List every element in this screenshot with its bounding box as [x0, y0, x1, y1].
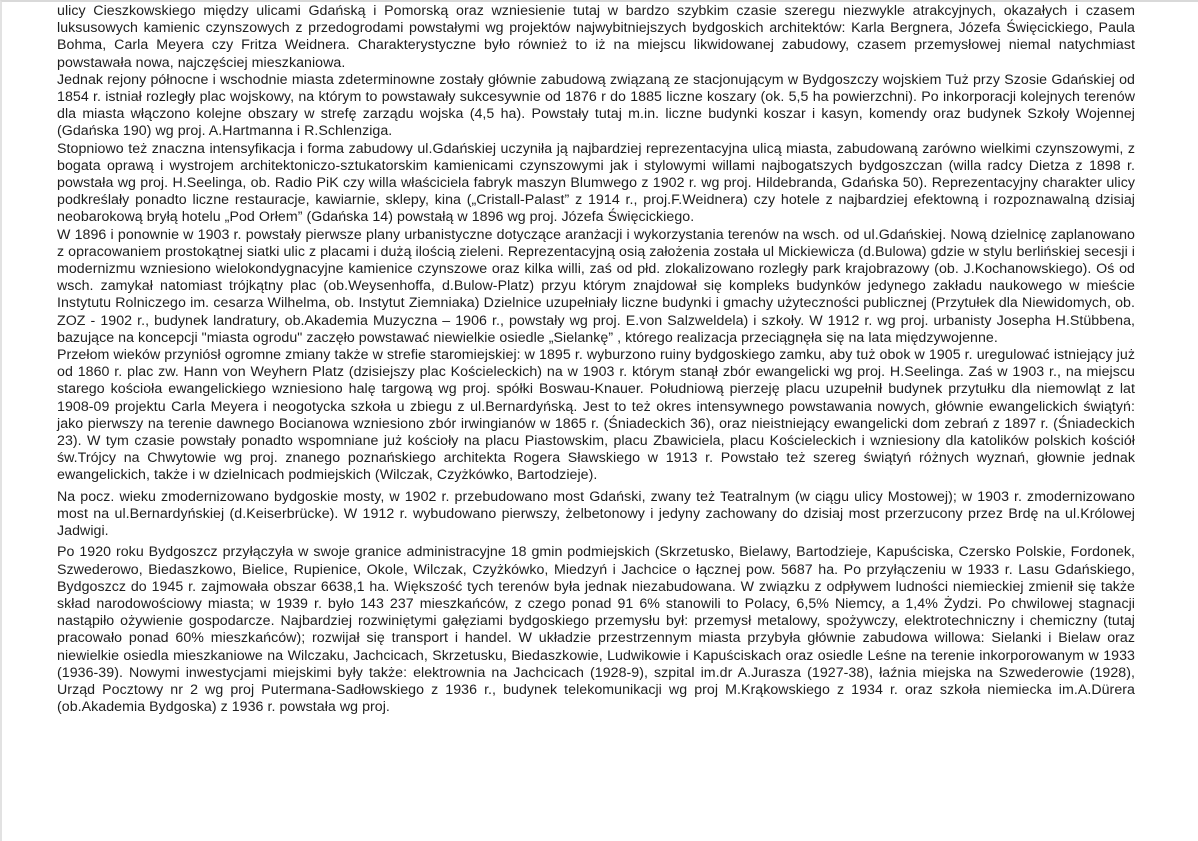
paragraph-old-town-changes: Przełom wieków przyniósł ogromne zmiany także w strefie staromiejskiej: w 1895 r. wyburzono ruiny bydgoskiego zamku, aby tuż obok w 1905 r. uregulować istniejący już od 1860 r. plac zw. Hann von Weyhern Platz (dzisiejszy plac Kościeleckich) na w 1903 r. którym stanął zbór ewangelicki wg proj. H.Seelinga. Zaś w 1903 r., na miejscu starego kościoła ewangelickiego wzniesiono halę targową wg proj. spółki Boswau-Knauer. Południową pierzeję placu uzupełnił budynek przytułku dla niemowląt z lat 1908-09 projektu Carla Meyera i neogotycka szkoła u zbiegu z ul.Bernardyńską. Jest to też okres intensywnego powstawania nowych, głównie ewangelickich świątyń: jako pierwszy na terenie dawnego Bocianowa wzniesiono zbór irwingianów w 1865 r. (Śniadeckich 36), oraz nieistniejący ewangelicki dom zebrań z 1897 r. (Śniadeckich 23). W tym czasie powstały ponadto wspomniane już kościoły na placu Piastowskim, placu Zbawiciela, placu Kościeleckich i wzniesiony dla katolików polskich kościół św.Trójcy na Chwytowie wg proj. znanego poznańskiego architekta Rogera Sławskiego w 1913 r. Powstało też szereg świątyń różnych wyznań, głownie jednak ewangelickich, także i w dzielnicach podmiejskich (Wilczak, Czyżkówko, Bartodzieje).: [57, 347, 1135, 484]
paragraph-urban-plans-1896: W 1896 i ponownie w 1903 r. powstały pierwsze plany urbanistyczne dotyczące aranżacji i wykorzystania terenów na wsch. od ul.Gdańskiej. Nową dzielnicę zaplanowano z opracowaniem prostokątnej siatki ulic z placami i dużą ilością zieleni. Reprezentacyjną osią założenia została ul Mickiewicza (d.Bulowa) gdzie w stylu berlińskiej secesji i modernizmu wzniesiono wielokondygnacyjne kamienice czynszowe oraz kilka willi, zaś od płd. zlokalizowano rozległy park krajobrazowy (ob. J.Kochanowskiego). Oś od wsch. zamykał natomiast trójkątny plac (ob.Weysenhoffa, d.Bulow-Platz) przyu którym znajdował się kompleks budynków jedynego zakładu naukowego w mieście Instytutu Rolniczego im. cesarza Wilhelma, ob. Instytut Ziemniaka) Dzielnice uzupełniały liczne budynki i gmachy użyteczności publicznej (Przytułek dla Niewidomych, ob. ZOZ - 1902 r., budynek landratury, ob.Akademia Muzyczna – 1906 r., powstały wg proj. E.von Salzweldela) i szkoły. W 1912 r. wg proj. urbanisty Josepha H.Stübbena, bazujące na koncepcji "miasta ogrodu" zaczęło powstawać niewielkie osiedle „Sielankę” , którego realizacja przeciągnęła się na lata międzywojenne.: [57, 226, 1135, 346]
paragraph-bridges: Na pocz. wieku zmodernizowano bydgoskie mosty, w 1902 r. przebudowano most Gdański, zwany też Teatralnym (w ciągu ulicy Mostowej); w 1903 r. zmodernizowano most na ul.Bernardyńskiej (d.Keiserbrücke). W 1912 r. wybudowano pierwszy, żelbetonowy i jedyny zachowany do dzisiaj most przerzucony przez Brdę na ul.Królowej Jadwigi.: [57, 488, 1135, 540]
paragraph-gdanska-street: Stopniowo też znaczna intensyfikacja i forma zabudowy ul.Gdańskiej uczyniła ją najbardziej reprezentacyjna ulicą miasta, zabudowaną zarówno wielkimi czynszowymi, z bogata oprawą i wystrojem architektoniczo-sztukatorskim kamienicami czynszowymi jak i stylowymi willami najbogatszych bydgoszczan (willa radcy Dietza z 1898 r. powstała wg proj. H.Seelinga, ob. Radio PiK czy willa właściciela fabryk maszyn Blumwego z 1902 r. wg proj. Hildebranda, Gdańska 50). Reprezentacyjny charakter ulicy podkreślały ponadto liczne restauracje, kawiarnie, sklepy, kina („Cristall-Palast” z 1914 r., proj.F.Weidnera) czy hotele z najbardziej efektowną i rozpoznawalną dzisiaj neobarokową bryłą hotelu „Pod Orłem” (Gdańska 14) powstałą w 1896 wg proj. Józefa Święcickiego.: [57, 140, 1135, 226]
paragraph-cieszkowskiego: ulicy Cieszkowskiego między ulicami Gdańską i Pomorską oraz wzniesienie tutaj w bardzo szybkim czasie szeregu niezwykle atrakcyjnych, okazałych i czasem luksusowych kamienic czynszowych z przedogrodami powstałymi wg projektów najwybitniejszych bydgoskich architektów: Karla Bergnera, Józefa Święcickiego, Paula Bohma, Carla Meyera czy Fritza Weidnera. Charakterystyczne było również to iż na miejscu likwidowanej zabudowy, czasem przemysłowej niemal natychmiast powstawała nowa, najczęściej mieszkaniowa.: [57, 3, 1135, 71]
paragraph-after-1920: Po 1920 roku Bydgoszcz przyłączyła w swoje granice administracyjne 18 gmin podmiejskich (Skrzetusko, Bielawy, Bartodzieje, Kapuściska, Czersko Polskie, Fordonek, Szwederowo, Biedaszkowo, Bielice, Rupienice, Okole, Wilczak, Czyżkówko, Miedzyń i Jachcice o łącznej pow. 5687 ha. Po przyłączeniu w 1933 r. Lasu Gdańskiego, Bydgoszcz do 1945 r. zajmowała obszar 6638,1 ha. Większość tych terenów była jednak niezabudowana. W związku z odpływem ludności niemieckiej zmienił się także skład narodowościowy miasta; w 1939 r. było 143 237 mieszkańców, z czego ponad 91 6% stanowili to Polacy, 6,5% Niemcy, a 1,4% Żydzi. Po chwilowej stagnacji nastąpiło ożywienie gospodarcze. Najbardziej rozwiniętymi gałęziami bydgoskiego przemysłu był: przemysł metalowy, spożywczy, elektrotechniczny i chemiczny (tutaj pracowało ponad 60% mieszkańców); rozwijał się transport i handel. W układzie przestrzennym miasta przybyła głównie zabudowa willowa: Sielanki i Bielaw oraz niewielkie osiedla mieszkaniowe na Wilczaku, Jachcicach, Skrzetusku, Biedaszkowie, Ludwikowie i Kapuściskach oraz osiedle Leśne na terenie inkorporowanym w 1933 (1936-39). Nowymi inwestycjami miejskimi były także: elektrownia na Jachcicach (1928-9), szpital im.dr A.Jurasza (1927-38), łaźnia miejska na Szwederowie (1928), Urząd Pocztowy nr 2 wg proj Putermana-Sadłowskiego z 1936 r., budynek telekomunikacji wg proj M.Krąkowskiego z 1934 r. oraz szkoła niemiecka im.A.Dürera (ob.Akademia Bydgoska) z 1936 r. powstała wg proj.: [57, 544, 1135, 716]
paragraph-north-east-military: Jednak rejony północne i wschodnie miasta zdeterminowne zostały głównie zabudową związaną ze stacjonującym w Bydgoszczy wojskiem Tuż przy Szosie Gdańskiej od 1854 r. istniał rozległy plac wojskowy, na którym to powstawały sukcesywnie od 1876 r do 1885 liczne koszary (ok. 5,5 ha powierzchni). Po inkorporacji kolejnych terenów dla miasta włączono kolejne obszary w strefę zarządu wojska (4,5 ha). Powstały tutaj m.in. liczne budynki koszar i kasyn, komendy oraz budynek Szkoły Wojennej (Gdańska 190) wg proj. A.Hartmanna i R.Schlenziga.: [57, 71, 1135, 140]
document-body: [57, 3, 1135, 716]
